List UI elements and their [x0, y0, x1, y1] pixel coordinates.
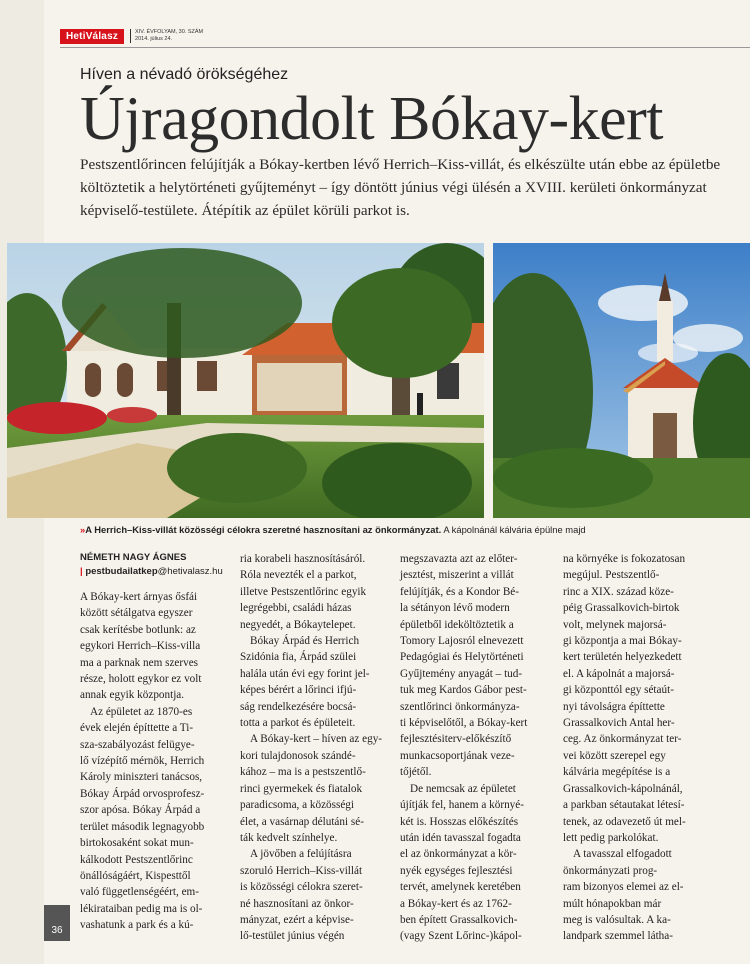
email-user: pestbudailatkep — [85, 566, 158, 577]
masthead — [60, 26, 203, 46]
text-line: meg is valósultak. A ka- — [563, 913, 671, 926]
text-line: kálvária megépítése is a — [563, 766, 671, 779]
text-line: gi központja a mai Bókay- — [563, 635, 682, 648]
text-line: lő-testület június végén — [240, 930, 345, 943]
text-line: is közösségi célokra szeret- — [240, 881, 363, 894]
text-line: sza-szabályozást felügye- — [80, 738, 195, 751]
photo-caption — [80, 524, 750, 535]
article-headline: Újragondolt Bókay-kert — [80, 85, 664, 153]
text-line: la sétányon lévő modern — [400, 602, 510, 615]
text-line: A jövőben a felújításra — [250, 848, 352, 861]
text-line: ság rendelkezésére bocsá- — [240, 700, 357, 713]
magazine-logo: HetiVálasz — [60, 29, 124, 44]
text-line: fejlesztésiterv-előkészítő — [400, 733, 512, 746]
caption-rest: A kápolnánál kálvária épülne majd — [441, 524, 586, 535]
masthead-rule — [60, 47, 750, 48]
text-line: kálkodott Pestszentlőrinc — [80, 853, 193, 866]
text-line: két is. Hosszas előkészítés — [400, 815, 519, 828]
text-line: birtokosaként sokat mun- — [80, 837, 194, 850]
text-line: ceg. Az önkormányzat ter- — [563, 733, 682, 746]
text-line: ti képviselőtől, a Bókay-kert — [400, 717, 528, 730]
text-line: el. A kápolnát a majorsá- — [563, 667, 675, 680]
text-line: De nemcsak az épületet — [410, 782, 516, 795]
text-line: csak kerítésbe botlunk: az — [80, 623, 196, 636]
text-line: lő vízépítő mérnök, Herrich — [80, 755, 205, 768]
text-line: gi központtól egy sétaút- — [563, 684, 674, 697]
text-line: Róla nevezték el a parkot, — [240, 569, 357, 582]
text-line: nyék egységes fejlesztési — [400, 864, 513, 877]
text-line: annak egyik központja. — [80, 689, 185, 702]
text-line: egykori Herrich–Kiss-villa — [80, 640, 201, 653]
text-line: ták kedvelt színhelye. — [240, 831, 338, 844]
article-kicker: Híven a névadó örökségéhez — [80, 66, 289, 83]
text-line: kához – ma is a pestszentlő- — [240, 766, 366, 779]
chapel-photo — [493, 243, 750, 518]
caption-arrows: » — [80, 524, 86, 535]
text-line: épületből ideköltöztetik a — [400, 618, 514, 631]
text-line: önkormányzati prog- — [563, 864, 658, 877]
text-line: ria korabeli hasznosításáról. — [240, 553, 366, 565]
text-line: ma a parknak nem szerves — [80, 656, 199, 669]
issue-date: 2014. július 24. — [135, 36, 173, 42]
text-line: landpark szemmel látha- — [563, 930, 673, 943]
text-line: Bókay Árpád és Herrich — [250, 635, 360, 648]
text-line: önállóságáért, Kispesttől — [80, 869, 191, 882]
text-line: vashatunk a park és a kú- — [80, 919, 194, 932]
text-line: vei között szerepel egy — [563, 749, 666, 762]
page-number: 36 — [44, 905, 70, 941]
text-line: (vagy Szent Lőrinc-)kápol- — [400, 930, 522, 943]
text-line: Pedagógiai és Helytörténeti — [400, 651, 524, 664]
text-line: ram bizonyos elemei az el- — [563, 881, 684, 894]
text-line: múlt hónapokban már — [563, 897, 662, 910]
text-line: felújítják, és a Kondor Bé- — [400, 585, 519, 598]
text-line: A Bókay-kert árnyas ősfái — [80, 591, 198, 603]
author-name: NÉMETH NAGY ÁGNES — [80, 552, 187, 563]
text-line: a Bókay-kert és az 1762- — [400, 897, 512, 910]
issue-volume: XIV. ÉVFOLYAM, 30. SZÁM — [135, 29, 204, 35]
issue-info — [130, 29, 203, 43]
text-line: megszavazta azt az előter- — [400, 553, 518, 565]
text-line: tuk meg Kardos Gábor pest- — [400, 684, 527, 697]
text-line: Grassalkovich-kápolnánál, — [563, 782, 683, 795]
column-1 — [80, 551, 230, 934]
text-line: után idén tavasszal fogadta — [400, 831, 521, 844]
text-line: munkacsoportjának veze- — [400, 749, 515, 762]
column-3 — [400, 551, 555, 945]
text-line: Szidónia fia, Árpád szülei — [240, 651, 357, 664]
text-line: Tomory Lajosról elnevezett — [400, 635, 524, 648]
text-line: évek elején építtette a Ti- — [80, 722, 194, 735]
text-line: újítják fel, hanem a környé- — [400, 799, 524, 812]
text-line: való függetlenségéért, em- — [80, 886, 199, 899]
text-line: élet, a vasárnap délutáni sé- — [240, 815, 364, 828]
text-line: tenek, az odavezető út mel- — [563, 815, 686, 828]
text-line: képes bérért a lőrinci ifjú- — [240, 684, 357, 697]
text-line: Bókay Árpád orvosprofesz- — [80, 787, 205, 800]
article-lead: Pestszentlőrincen felújítják a Bókay-kertben lévő Herrich–Kiss-villát, és elkészülte után ebbe az épületbe költöztetik a helytörténeti gyűjteményt – így döntött június végi ülésén a XVIII. kerületi önkormányzat képviselő-testülete. Átépítik az épület körüli parkot is. — [80, 156, 721, 219]
text-line: szentlőrinci önkormányza- — [400, 700, 520, 713]
text-line: na környéke is fokozatosan — [563, 553, 686, 565]
text-line: között sétálgatva egyszer — [80, 607, 193, 620]
text-line: illetve Pestszentlőrinc egyik — [240, 585, 367, 598]
text-line: kert területén helyezkedett — [563, 651, 682, 664]
text-line: né hasznosítani az önkor- — [240, 897, 354, 910]
text-line: rinc a XIX. század köze- — [563, 585, 674, 598]
text-line: tőjétől. — [400, 766, 432, 779]
text-line: volt, melynek majorsá- — [563, 618, 667, 631]
text-line: halála után évi egy forint jel- — [240, 667, 370, 680]
email-domain: @hetivalasz.hu — [157, 566, 223, 577]
author-email: | pestbudailatkep@hetivalasz.hu — [80, 566, 223, 577]
text-line: negyedét, a Bókaytelepet. — [240, 618, 356, 631]
column-4 — [563, 551, 723, 945]
text-line: péig Grassalkovich-birtok — [563, 602, 680, 615]
text-line: Gyűjtemény anyagát – tud- — [400, 667, 523, 680]
text-line: megújul. Pestszentlő- — [563, 569, 660, 582]
text-line: nyi távolságra építtette — [563, 700, 665, 713]
text-line: mányzat, ezért a képvise- — [240, 913, 354, 926]
text-line: legrégebbi, családi házas — [240, 602, 352, 615]
text-line: kori tulajdonosok szándé- — [240, 749, 356, 762]
villa-photo — [7, 243, 484, 518]
text-line: a parkban sétautakat létesí- — [563, 799, 685, 812]
text-line: Az épületet az 1870-es — [90, 705, 193, 718]
text-line: el az önkormányzat a kör- — [400, 848, 517, 861]
text-line: Károly miniszteri tanácsos, — [80, 771, 203, 784]
column-2 — [240, 551, 390, 945]
caption-bold: A Herrich–Kiss-villát közösségi célokra szeretné hasznosítani az önkormányzat. — [85, 524, 442, 535]
text-line: Grassalkovich Antal her- — [563, 717, 675, 730]
text-line: paradicsoma, a közösségi — [240, 799, 355, 812]
text-line: szor apósa. Bókay Árpád a — [80, 804, 201, 817]
text-line: A Bókay-kert – híven az egy- — [250, 733, 383, 746]
text-line: A tavasszal elfogadott — [573, 848, 672, 861]
text-line: tervét, amelynek keretében — [400, 881, 521, 894]
text-line: totta a parkot és épületeit. — [240, 717, 356, 730]
text-line: rinci gyermekek és fiatalok — [240, 782, 363, 795]
text-line: jesztést, miszerint a villát — [400, 569, 514, 582]
text-line: lékirataiban pedig ma is ol- — [80, 902, 203, 915]
text-line: terület második legnagyobb — [80, 820, 205, 833]
text-line: szoruló Herrich–Kiss-villát — [240, 864, 363, 877]
text-line: ben épített Grassalkovich- — [400, 913, 518, 926]
text-line: lett pedig parkolókat. — [563, 831, 659, 844]
text-line: része, holott egykor ez volt — [80, 673, 202, 686]
